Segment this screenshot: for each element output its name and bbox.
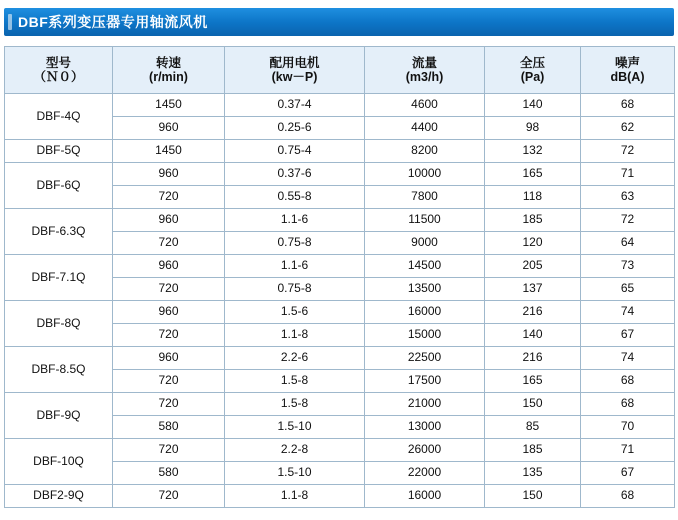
column-header-pressure <box>485 47 581 94</box>
cell-motor: 0.75-8 <box>225 278 365 301</box>
cell-flow: 21000 <box>365 393 485 416</box>
cell-pressure: 140 <box>485 94 581 117</box>
cell-model: DBF-8.5Q <box>5 347 113 393</box>
cell-motor: 1.5-10 <box>225 462 365 485</box>
cell-speed: 720 <box>113 393 225 416</box>
cell-pressure: 135 <box>485 462 581 485</box>
cell-flow: 9000 <box>365 232 485 255</box>
table-row <box>5 140 675 163</box>
cell-motor: 0.25-6 <box>225 117 365 140</box>
cell-noise: 72 <box>581 209 675 232</box>
table-row <box>5 301 675 324</box>
page-title: DBF系列变压器专用轴流风机 <box>18 14 208 30</box>
column-header-flow-line2: (m3/h) <box>405 70 444 84</box>
cell-pressure: 216 <box>485 347 581 370</box>
cell-speed: 580 <box>113 462 225 485</box>
cell-flow: 13500 <box>365 278 485 301</box>
cell-motor: 1.1-6 <box>225 255 365 278</box>
cell-flow: 22500 <box>365 347 485 370</box>
cell-model: DBF-4Q <box>5 94 113 140</box>
cell-pressure: 140 <box>485 324 581 347</box>
cell-model: DBF-6Q <box>5 163 113 209</box>
cell-motor: 0.75-4 <box>225 140 365 163</box>
cell-noise: 74 <box>581 347 675 370</box>
column-header-noise-line1: 噪声 <box>614 55 640 70</box>
cell-pressure: 205 <box>485 255 581 278</box>
column-header-motor <box>225 47 365 94</box>
column-header-model-line2: （Ｎ０） <box>33 70 84 84</box>
cell-pressure: 98 <box>485 117 581 140</box>
cell-motor: 1.5-8 <box>225 370 365 393</box>
cell-noise: 62 <box>581 117 675 140</box>
cell-pressure: 150 <box>485 393 581 416</box>
cell-noise: 74 <box>581 301 675 324</box>
cell-pressure: 132 <box>485 140 581 163</box>
cell-flow: 10000 <box>365 163 485 186</box>
cell-speed: 960 <box>113 209 225 232</box>
cell-noise: 73 <box>581 255 675 278</box>
column-header-speed <box>113 47 225 94</box>
column-header-pressure-line2: (Pa) <box>520 70 545 84</box>
cell-speed: 720 <box>113 485 225 508</box>
cell-speed: 720 <box>113 232 225 255</box>
column-header-flow <box>365 47 485 94</box>
cell-flow: 8200 <box>365 140 485 163</box>
cell-noise: 68 <box>581 370 675 393</box>
column-header-noise <box>581 47 675 94</box>
table-row <box>5 439 675 462</box>
cell-motor: 0.37-6 <box>225 163 365 186</box>
cell-pressure: 150 <box>485 485 581 508</box>
cell-model: DBF-10Q <box>5 439 113 485</box>
cell-flow: 14500 <box>365 255 485 278</box>
cell-pressure: 120 <box>485 232 581 255</box>
cell-noise: 68 <box>581 485 675 508</box>
cell-flow: 16000 <box>365 301 485 324</box>
cell-motor: 1.1-8 <box>225 485 365 508</box>
spec-sheet-page <box>0 8 678 520</box>
cell-noise: 68 <box>581 393 675 416</box>
cell-flow: 11500 <box>365 209 485 232</box>
cell-motor: 1.5-10 <box>225 416 365 439</box>
title-banner <box>4 8 674 36</box>
cell-speed: 960 <box>113 163 225 186</box>
cell-noise: 72 <box>581 140 675 163</box>
cell-motor: 1.5-6 <box>225 301 365 324</box>
cell-flow: 4400 <box>365 117 485 140</box>
table-row <box>5 94 675 117</box>
cell-noise: 65 <box>581 278 675 301</box>
cell-speed: 1450 <box>113 140 225 163</box>
cell-flow: 26000 <box>365 439 485 462</box>
cell-pressure: 118 <box>485 186 581 209</box>
cell-pressure: 216 <box>485 301 581 324</box>
table-row <box>5 163 675 186</box>
cell-pressure: 185 <box>485 209 581 232</box>
cell-speed: 1450 <box>113 94 225 117</box>
cell-model: DBF-7.1Q <box>5 255 113 301</box>
cell-motor: 1.1-8 <box>225 324 365 347</box>
column-header-motor-line2: (kw－P) <box>271 70 318 84</box>
cell-flow: 7800 <box>365 186 485 209</box>
column-header-model-line1: 型号 <box>45 55 71 70</box>
cell-speed: 960 <box>113 301 225 324</box>
cell-pressure: 137 <box>485 278 581 301</box>
cell-model: DBF2-9Q <box>5 485 113 508</box>
table-body <box>5 94 675 508</box>
cell-model: DBF-6.3Q <box>5 209 113 255</box>
cell-speed: 960 <box>113 117 225 140</box>
column-header-speed-line2: (r/min) <box>149 70 188 84</box>
cell-noise: 67 <box>581 462 675 485</box>
cell-speed: 720 <box>113 324 225 347</box>
cell-model: DBF-9Q <box>5 393 113 439</box>
cell-speed: 580 <box>113 416 225 439</box>
column-header-noise-line2: dB(A) <box>610 70 645 84</box>
cell-noise: 71 <box>581 439 675 462</box>
cell-motor: 0.75-8 <box>225 232 365 255</box>
cell-speed: 720 <box>113 186 225 209</box>
cell-speed: 720 <box>113 439 225 462</box>
table-row <box>5 393 675 416</box>
table-row <box>5 485 675 508</box>
cell-speed: 720 <box>113 278 225 301</box>
table-row <box>5 209 675 232</box>
cell-noise: 71 <box>581 163 675 186</box>
cell-flow: 4600 <box>365 94 485 117</box>
cell-speed: 960 <box>113 255 225 278</box>
column-header-pressure-line1: 全压 <box>519 55 545 70</box>
cell-flow: 17500 <box>365 370 485 393</box>
table-row <box>5 255 675 278</box>
table-row <box>5 347 675 370</box>
cell-speed: 960 <box>113 347 225 370</box>
column-header-flow-line1: 流量 <box>411 55 437 70</box>
cell-noise: 68 <box>581 94 675 117</box>
cell-motor: 1.1-6 <box>225 209 365 232</box>
cell-noise: 64 <box>581 232 675 255</box>
cell-noise: 63 <box>581 186 675 209</box>
cell-motor: 0.37-4 <box>225 94 365 117</box>
cell-speed: 720 <box>113 370 225 393</box>
table-header <box>5 47 675 94</box>
column-header-motor-line1: 配用电机 <box>269 55 320 70</box>
cell-pressure: 165 <box>485 163 581 186</box>
cell-motor: 2.2-8 <box>225 439 365 462</box>
cell-flow: 13000 <box>365 416 485 439</box>
cell-flow: 15000 <box>365 324 485 347</box>
cell-model: DBF-5Q <box>5 140 113 163</box>
specification-table <box>4 46 675 508</box>
cell-motor: 2.2-6 <box>225 347 365 370</box>
cell-motor: 1.5-8 <box>225 393 365 416</box>
column-header-speed-line1: 转速 <box>155 55 181 70</box>
column-header-model <box>5 47 113 94</box>
cell-noise: 70 <box>581 416 675 439</box>
cell-pressure: 165 <box>485 370 581 393</box>
cell-model: DBF-8Q <box>5 301 113 347</box>
cell-motor: 0.55-8 <box>225 186 365 209</box>
cell-pressure: 185 <box>485 439 581 462</box>
cell-flow: 16000 <box>365 485 485 508</box>
cell-pressure: 85 <box>485 416 581 439</box>
cell-flow: 22000 <box>365 462 485 485</box>
cell-noise: 67 <box>581 324 675 347</box>
table-header-row <box>5 47 675 94</box>
